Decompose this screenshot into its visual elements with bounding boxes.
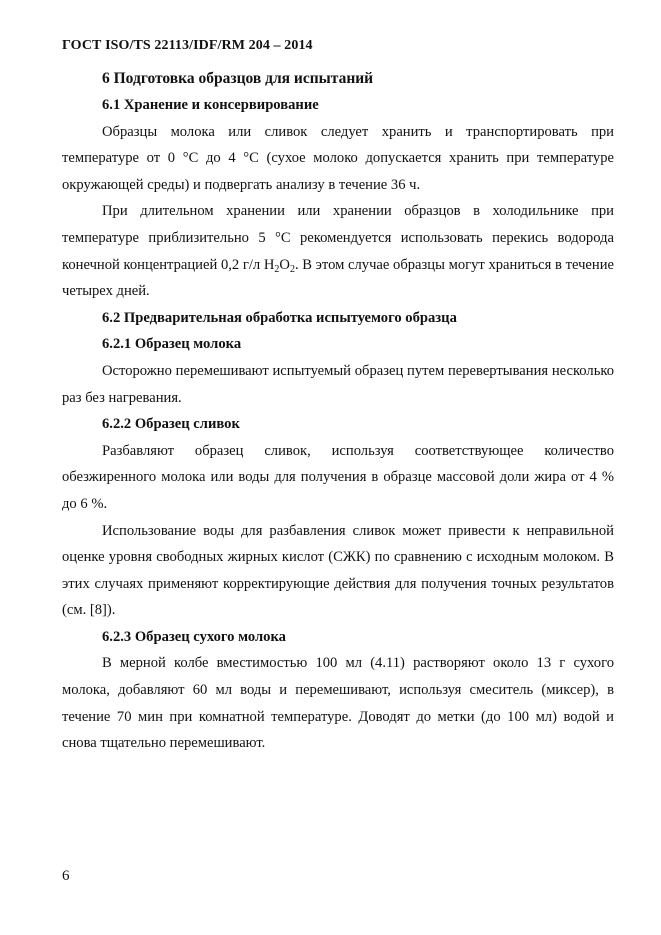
paragraph-6-1-storage: Образцы молока или сливок следует хранить и транспортировать при температуре от 0 °С до 4 °С (сухое молоко допускается хранить при температуре окружающей среды) и подвергать анализу в течение 36 ч. — [62, 123, 614, 193]
subscript: 2 — [274, 263, 280, 275]
paragraph-6-2-2-dilution: Разбавляют образец сливок, используя соответствующее количество обезжиренного молока или воды для получения в образце массовой доли жира от 4 % до 6 %. — [62, 442, 614, 512]
document-body — [62, 66, 614, 757]
subsection-6-2-2-title: 6.2.2 Образец сливок — [102, 416, 240, 433]
page-number: 6 — [62, 868, 70, 884]
paragraph-6-1-preservation — [62, 198, 614, 304]
paragraph-6-2-1: Осторожно перемешивают испытуемый образец путем перевертывания несколько раз без нагревания. — [62, 362, 614, 406]
paragraph-text: . В этом случае образцы могут храниться в течение четырех дней. — [62, 256, 614, 300]
subscript: 2 — [289, 263, 295, 275]
paragraph-6-2-2-note: Использование воды для разбавления сливок может привести к неправильной оценке уровня свободных жирных кислот (СЖК) по сравнению с исходным молоком. В этих случаях применяют корректирующие действия для получения точных результатов (см. [8]). — [62, 522, 614, 619]
paragraph-6-2-3: В мерной колбе вместимостью 100 мл (4.11) растворяют около 13 г сухого молока, добавляют 60 мл воды и перемешивают, используя смеситель (миксер), в течение 70 мин при комнатной температуре. Доводят до метки (до 100 мл) водой и снова тщательно перемешивают. — [62, 655, 614, 752]
subsection-6-2-title: 6.2 Предварительная обработка испытуемого образца — [102, 309, 457, 326]
paragraph-text: При длительном хранении или хранении образцов в холодильнике при температуре приблизительно 5 °С рекомендуется использовать перекись водорода конечной концентрацией 0,2 г/л H — [62, 203, 614, 273]
subsection-6-2-1-title: 6.2.1 Образец молока — [102, 336, 242, 353]
subsection-6-1-title: 6.1 Хранение и консервирование — [102, 97, 319, 113]
document-header: ГОСТ ISO/TS 22113/IDF/RM 204 – 2014 — [62, 38, 313, 53]
formula-text: O — [279, 256, 290, 273]
section-title: 6 Подготовка образцов для испытаний — [102, 70, 374, 87]
subsection-6-2-3-title: 6.2.3 Образец сухого молока — [102, 628, 286, 645]
